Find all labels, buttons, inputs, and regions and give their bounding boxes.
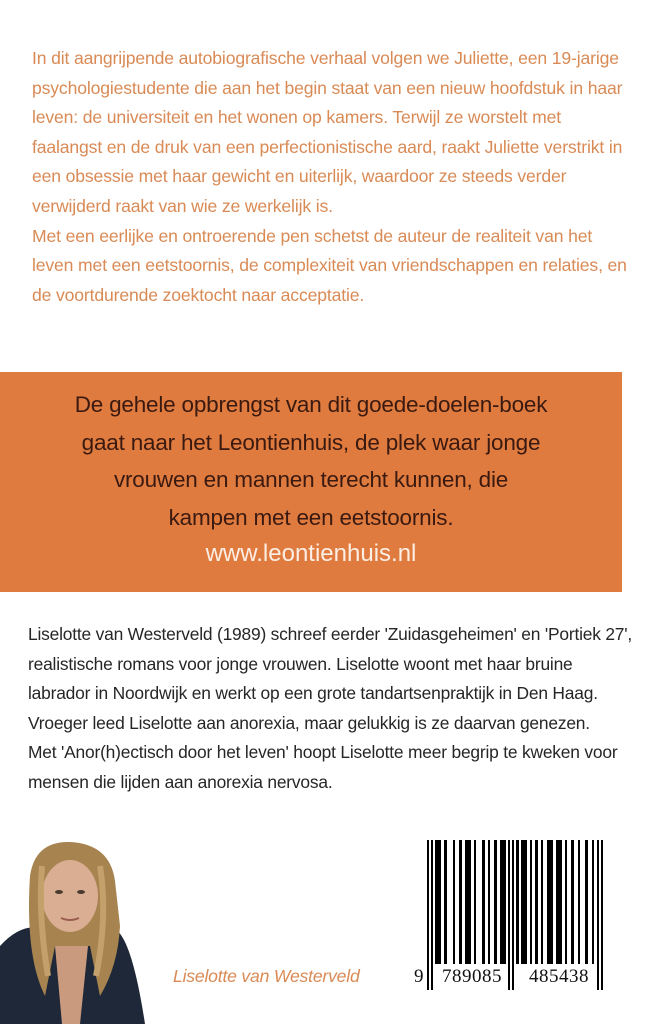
- author-bio: [28, 620, 638, 798]
- isbn-barcode: [402, 832, 630, 1000]
- charity-website-link[interactable]: www.leontienhuis.nl: [205, 540, 417, 567]
- author-signature: Liselotte van Westerveld: [173, 966, 360, 986]
- author-portrait: [0, 836, 150, 1024]
- charity-band: [0, 372, 622, 592]
- blurb-paragraph-2: Met een eerlijke en ontroerende pen schetst de auteur de realiteit van het leven met een eetstoornis, de complexiteit van vriendschappen en relaties, en de voortdurende zoektocht naar acceptatie.: [32, 225, 627, 305]
- blurb-paragraph-1: In dit aangrijpende autobiografische verhaal volgen we Juliette, een 19-jarige psychologiestudente die aan het begin staat van een nieuw hoofdstuk in haar leven: de universiteit en het wonen op kamers. Terwijl ze worstelt met faalangst en de druk van een perfectionistische aard, raakt Juliette verstrikt in een obsessie met haar gewicht en uiterlijk, waardoor ze steeds verder verwijderd raakt van wie ze werkelijk is.: [32, 48, 623, 216]
- bio-paragraph-2: Met 'Anor(h)ectisch door het leven' hoopt Liselotte meer begrip te kweken voor mensen die lijden aan anorexia nervosa.: [28, 742, 618, 792]
- barcode-right-group: 485438: [529, 966, 589, 987]
- portrait-illustration-icon: [0, 836, 150, 1024]
- charity-message: [0, 386, 622, 536]
- charity-line-3: vrouwen en mannen terecht kunnen, die: [113, 467, 509, 492]
- charity-line-4: kampen met een eetstoornis.: [168, 504, 454, 530]
- barcode-icon: [402, 832, 630, 1000]
- bio-paragraph-1: Liselotte van Westerveld (1989) schreef eerder 'Zuidasgeheimen' en 'Portiek 27', realistische romans voor jonge vrouwen. Liselotte woont met haar bruine labrador in Noordwijk en werkt op een grote tandartsenpraktijk in Den Haag. Vroeger leed Liselotte aan anorexia, maar gelukkig is ze daarvan genezen.: [28, 624, 633, 733]
- charity-line-1: De gehele opbrengst van dit goede-doelen-boek: [74, 392, 548, 417]
- charity-line-2: gaat naar het Leontienhuis, de plek waar jonge: [81, 429, 541, 455]
- barcode-left-group: 789085: [442, 966, 502, 987]
- barcode-first-digit: 9: [414, 966, 424, 987]
- book-blurb: [32, 44, 632, 310]
